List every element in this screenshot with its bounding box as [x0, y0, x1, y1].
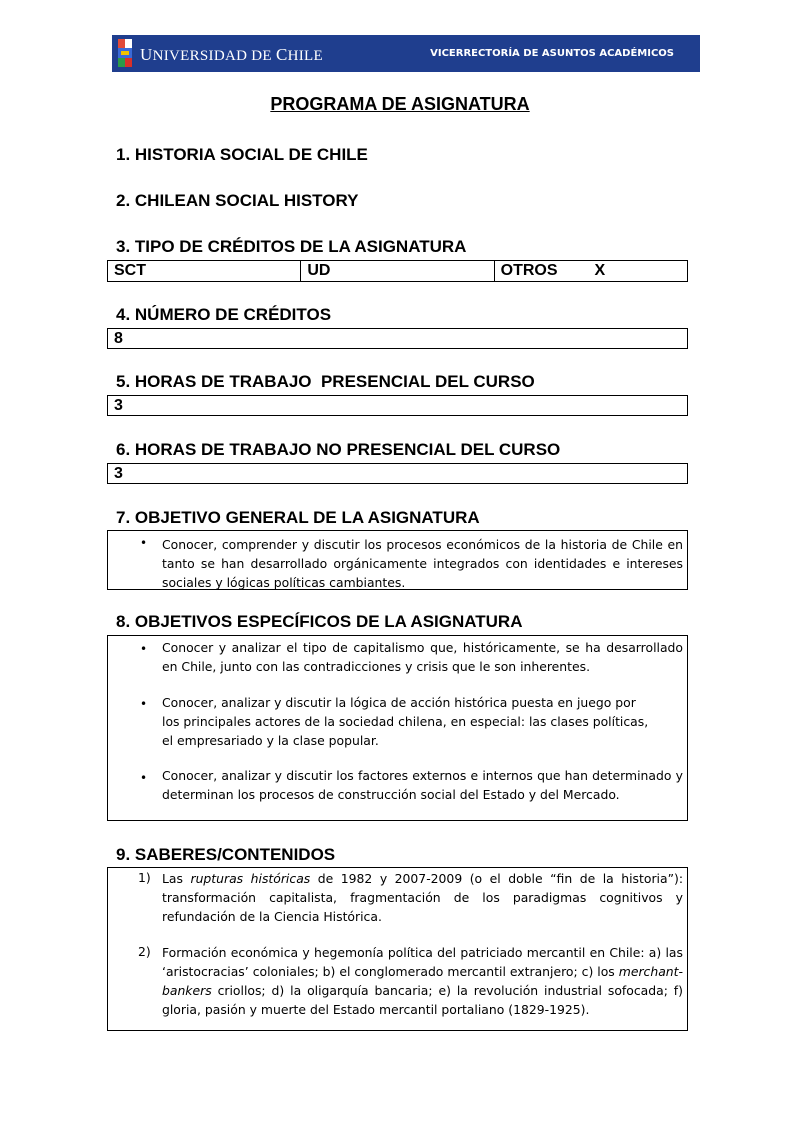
objetivos-especificos-box [107, 635, 688, 821]
page-title: PROGRAMA DE ASIGNATURA [270, 94, 530, 114]
objetivo-general-text: Conocer, comprender y discutir los procesos económicos de la historia de Chile en tanto se han desarrollado orgánicamente integrados con identidades e intereses sociales y lógicas políticas cambiantes. [162, 537, 683, 590]
objetivo-especifico-item: Conocer, analizar y discutir la lógica de acción histórica puesta en juego por los principales actores de la sociedad chilena, en especial: las clases políticas, el empresariado y la clase popular. [162, 695, 649, 748]
credit-type-sct: SCT [108, 261, 301, 281]
bullet: • [140, 536, 148, 550]
section-3-heading: 3. TIPO DE CRÉDITOS DE LA ASIGNATURA [116, 237, 467, 256]
otros-mark: X [594, 262, 606, 279]
bullet: • [140, 642, 148, 656]
section-4-heading: 4. NÚMERO DE CRÉDITOS [116, 305, 332, 324]
university-crest-icon [118, 39, 132, 67]
section-2-heading: 2. CHILEAN SOCIAL HISTORY [116, 191, 359, 210]
objetivo-especifico-item: Conocer, analizar y discutir los factores externos e internos que han determinado y determinan los procesos de construcción social del Estado y del Mercado. [162, 768, 683, 802]
item-number: 1) [138, 870, 151, 885]
numero-creditos-value: 8 [107, 328, 688, 349]
objetivo-especifico-item: Conocer y analizar el tipo de capitalismo que, históricamente, se ha desarrollado en Chile, junto con las contradicciones y crisis que le son inherentes. [162, 640, 683, 674]
section-1-heading: 1. HISTORIA SOCIAL DE CHILE [116, 145, 368, 164]
objetivo-general-box [107, 530, 688, 590]
section-8-heading: 8. OBJETIVOS ESPECÍFICOS DE LA ASIGNATURA [116, 612, 523, 631]
credit-type-table [107, 260, 688, 282]
credit-type-ud: UD [301, 261, 494, 281]
horas-presencial-value: 3 [107, 395, 688, 416]
header-banner [112, 35, 700, 72]
contenidos-box [107, 867, 688, 1031]
vicerrectoria-label: VICERRECTORÍA DE ASUNTOS ACADÉMICOS [430, 48, 674, 59]
bullet: • [140, 697, 148, 711]
section-7-heading: 7. OBJETIVO GENERAL DE LA ASIGNATURA [116, 508, 480, 527]
contenido-item: Las rupturas históricas de 1982 y 2007-2009 (o el doble “fin de la historia”): transformación capitalista, fragmentación de los paradigmas cognitivos y refundación de la Ciencia Histórica. [162, 871, 684, 924]
item-number: 2) [138, 944, 151, 959]
contenido-item: Formación económica y hegemonía política del patriciado mercantil en Chile: a) las ‘aristocracias’ coloniales; b) el conglomerado mercantil extranjero; c) los merchant-bankers criollos; d) la oligarquía bancaria; e) la revolución industrial sofocada; f) gloria, pasión y muerte del Estado mercantil portaliano (1829-1925). [162, 945, 683, 1017]
bullet: • [140, 771, 148, 785]
credit-type-otros: OTROS X [500, 262, 606, 279]
university-name: UNIVERSIDAD DE CHILE [140, 45, 323, 64]
section-6-heading: 6. HORAS DE TRABAJO NO PRESENCIAL DEL CURSO [116, 440, 561, 459]
section-9-heading: 9. SABERES/CONTENIDOS [116, 845, 336, 864]
horas-no-presencial-value: 3 [107, 463, 688, 484]
section-5-heading: 5. HORAS DE TRABAJO PRESENCIAL DEL CURSO [116, 372, 535, 391]
